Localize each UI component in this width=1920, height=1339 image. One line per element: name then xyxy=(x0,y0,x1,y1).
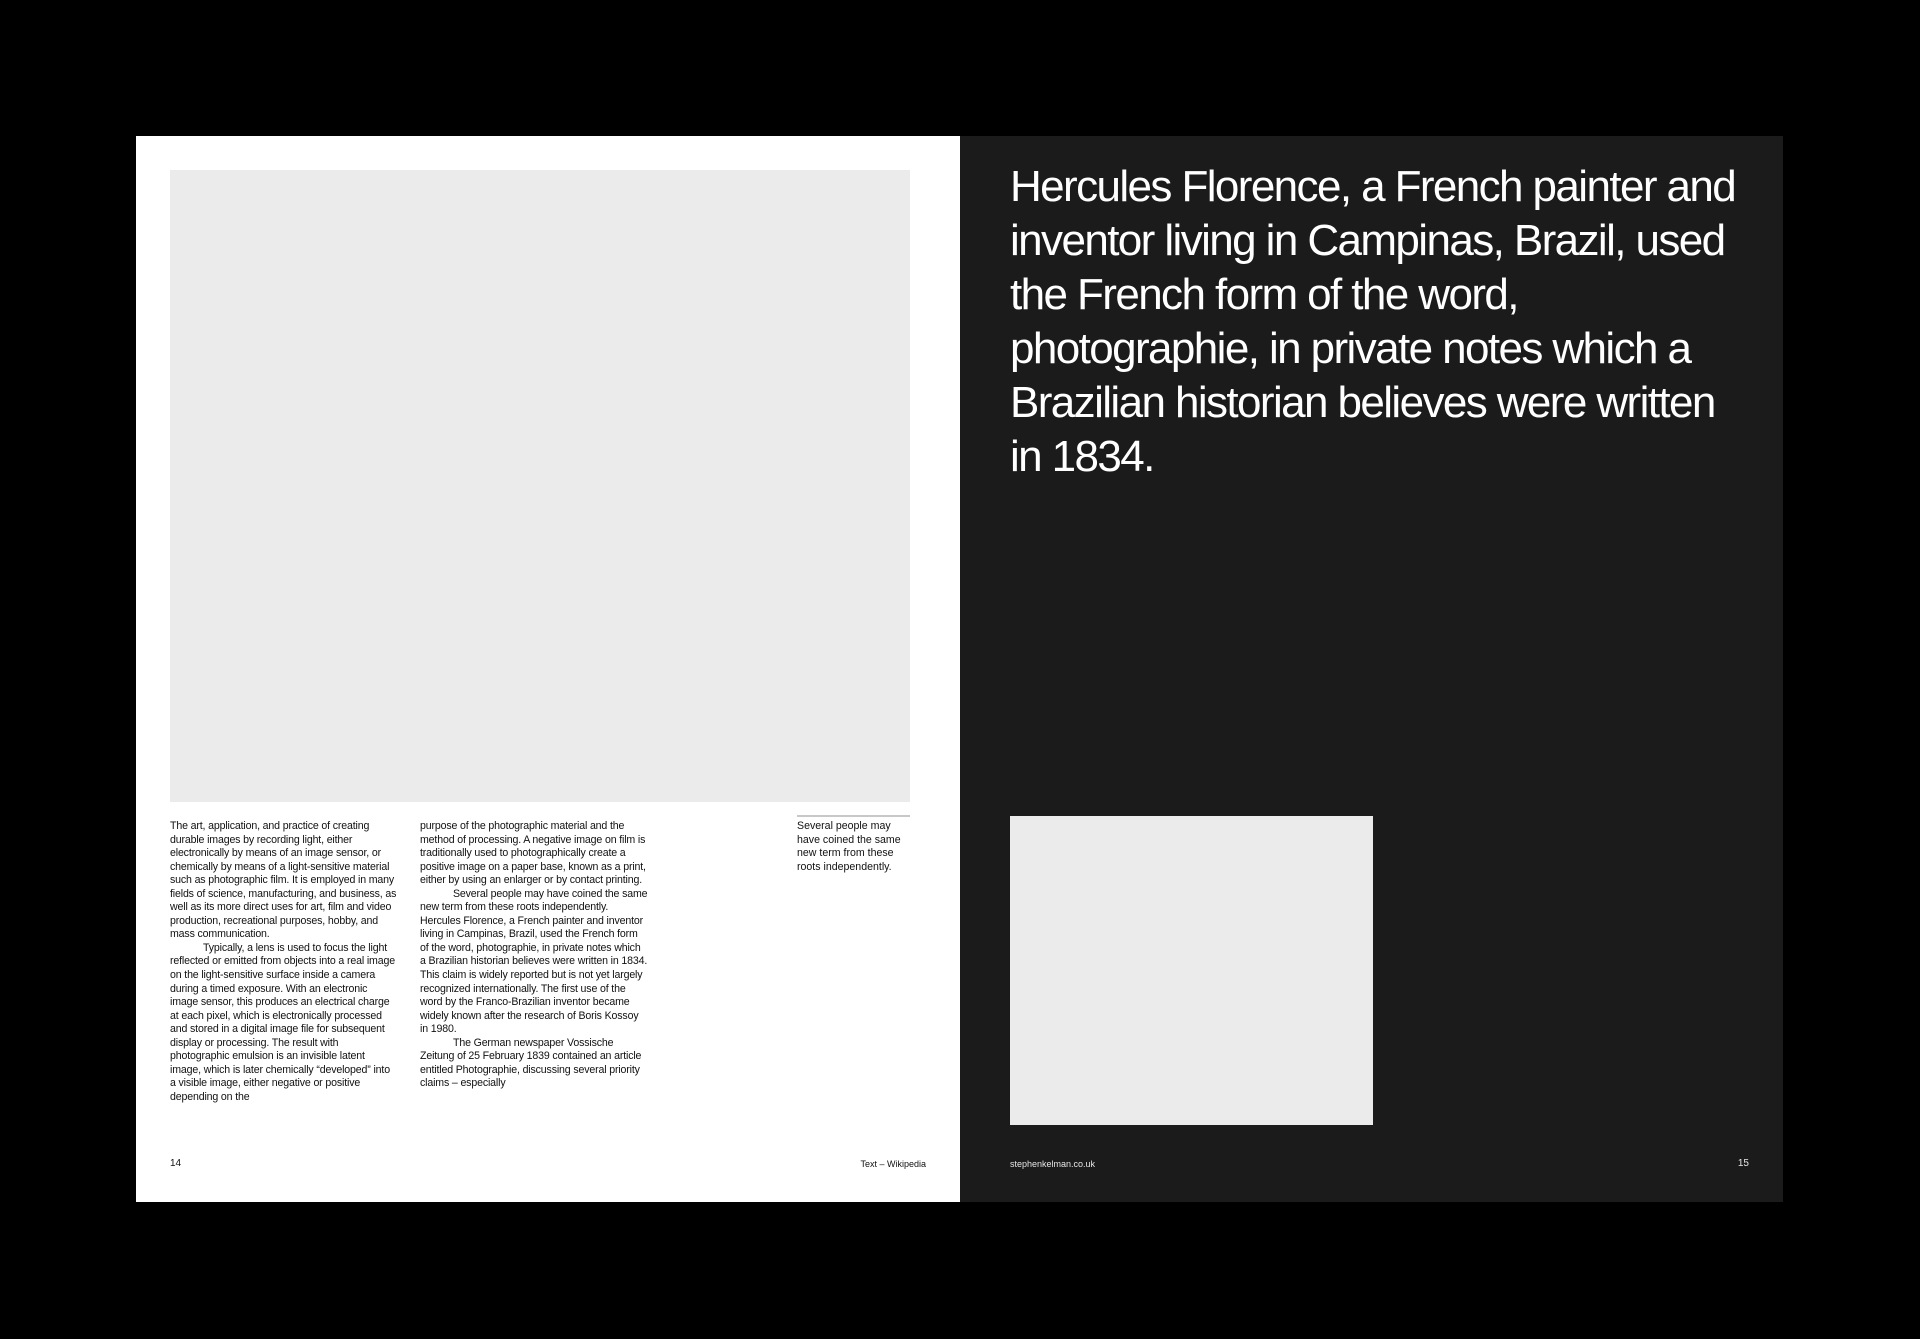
right-page xyxy=(960,136,1783,1202)
running-credit: Text – Wikipedia xyxy=(860,1159,926,1169)
image-placeholder-large xyxy=(170,170,910,802)
body-text-column-2 xyxy=(420,820,648,1091)
body-text-column-1 xyxy=(170,820,398,1104)
left-page xyxy=(136,136,960,1202)
body-paragraph: Typically, a lens is used to focus the light reflected or emitted from objects into a real image on the light-sensitive surface inside a camera during a timed exposure. With an electronic image sensor, this produces an electrical charge at each pixel, which is electronically processed and stored in a digital image file for subsequent display or processing. The result with photographic emulsion is an invisible latent image, which is later chemically “developed” into a visible image, either negative or positive depending on the xyxy=(170,941,395,1103)
body-paragraph: Several people may have coined the same new term from these roots independently. Hercules Florence, a French painter and inventor living in Campinas, Brazil, used the French form of the word, photographie, in private notes which a Brazilian historian believes were written in 1834. This claim is widely reported but is not yet largely recognized internationally. The first use of the word by the Franco-Brazilian inventor became widely known after the research of Boris Kossoy in 1980. xyxy=(420,887,648,1036)
body-paragraph: purpose of the photographic material and the method of processing. A negative image on film is traditionally used to photographically create a positive image on a paper base, known as a print, either by using an enlarger or by contact printing. xyxy=(420,820,646,887)
body-paragraph: The German newspaper Vossische Zeitung of 25 February 1839 contained an article entitled Photographie, discussing several priority claims – especially xyxy=(420,1036,642,1090)
sidenote: Several people may have coined the same new term from these roots independently. xyxy=(797,815,910,874)
page-number-right: 15 xyxy=(1737,1158,1749,1169)
image-placeholder-small xyxy=(1010,816,1373,1125)
pull-quote-headline: Hercules Florence, a French painter and inventor living in Campinas, Brazil, used the French form of the word, photographie, in private notes which a Brazilian historian believes were written in 1834. xyxy=(1010,162,1736,481)
body-paragraph: The art, application, and practice of creating durable images by recording light, either electronically by means of an image sensor, or chemically by means of a light-sensitive material such as photographic film. It is employed in many fields of science, manufacturing, and business, as well as its more direct uses for art, film and video production, recreational purposes, hobby, and mass communication. xyxy=(170,820,397,941)
page-number-left: 14 xyxy=(170,1158,182,1169)
magazine-spread xyxy=(136,136,1783,1202)
site-credit: stephenkelman.co.uk xyxy=(1010,1159,1096,1169)
